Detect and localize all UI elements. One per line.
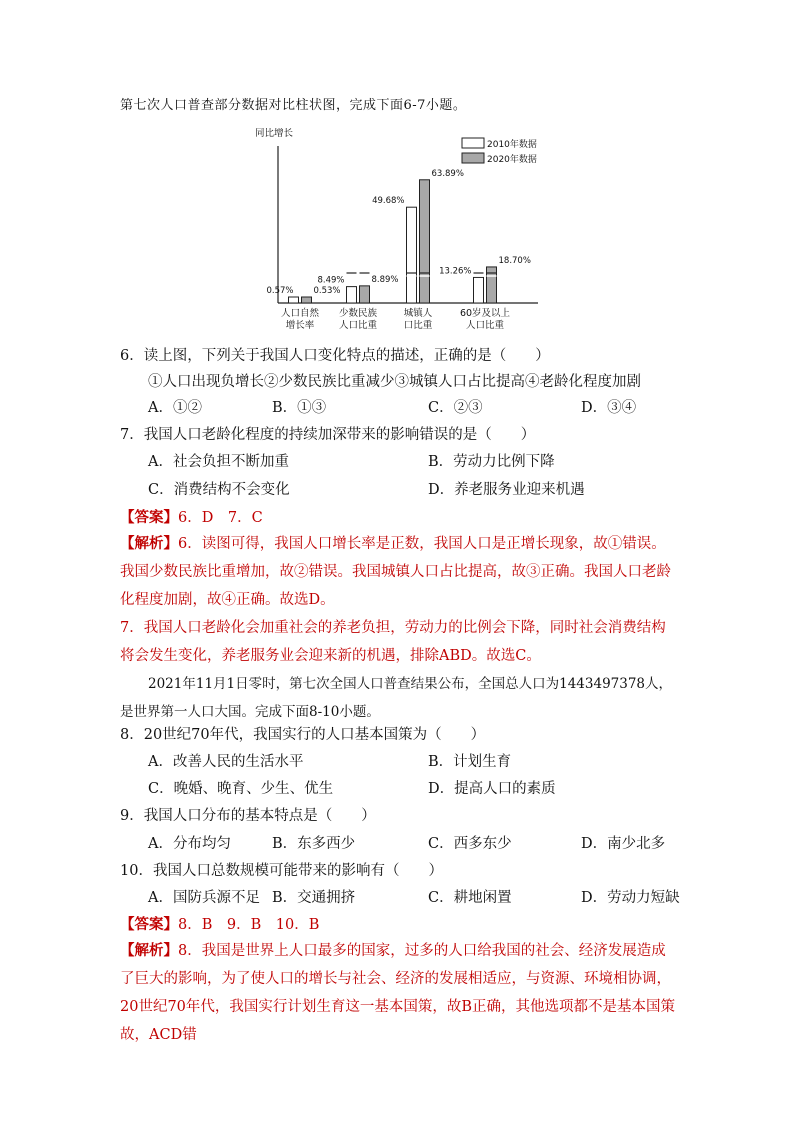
category-label-1-line-1: 人口自然 <box>280 308 320 319</box>
question-9-stem: 9．我国人口分布的基本特点是（ ） <box>120 808 376 824</box>
answer-tag: 【答案】 <box>120 509 178 526</box>
population-bar-chart <box>250 128 550 338</box>
explanation-8 <box>120 937 680 1049</box>
intro-text-8-10: 2021年11月1日零时，第七次全国人口普查结果公布，全国总人口为1443497378人，是世界第一人口大国。完成下面8-10小题。 <box>120 676 673 720</box>
bar-1-series-1 <box>289 297 299 303</box>
intro-text-6-7: 第七次人口普查部分数据对比柱状图，完成下面6-7小题。 <box>120 98 467 113</box>
data-label-1-series-1: 0.57% <box>266 286 294 296</box>
legend-label-1: 2010年数据 <box>487 140 537 150</box>
question-6-statements: ①人口出现负增长②少数民族比重减少③城镇人口占比提高④老龄化程度加剧 <box>148 374 641 390</box>
question-7-option-d: D．养老服务业迎来机遇 <box>428 482 585 498</box>
y-axis-label: 同比增长 <box>255 128 294 139</box>
question-8-stem: 8．20世纪70年代，我国实行的人口基本国策为（ ） <box>120 727 486 743</box>
data-label-3-series-1: 49.68% <box>372 196 405 207</box>
category-label-1-line-2: 增长率 <box>285 320 315 331</box>
legend-label-2: 2020年数据 <box>487 155 537 165</box>
data-label-1-series-2: 0.53% <box>313 286 341 296</box>
question-6-option-c: C．②③ <box>428 400 483 416</box>
question-10-stem: 10．我国人口总数规模可能带来的影响有（ ） <box>120 863 443 879</box>
explanation-7: 7．我国人口老龄化会加重社会的养老负担，劳动力的比例会下降，同时社会消费结构将会发生变化，养老服务业会迎来新的机遇，排除ABD。故选C。 <box>120 620 666 664</box>
answer-8-10 <box>120 915 319 935</box>
explanation-tag: 【解析】 <box>120 535 178 552</box>
category-label-4-line-2: 人口比重 <box>465 320 505 331</box>
explanation-6-text: 6．读图可得，我国人口增长率是正数，我国人口是正增长现象，故①错误。我国少数民族比重增加，故②错误。我国城镇人口占比提高，故③正确。我国人口老龄化程度加剧，故④正确。故选D。 <box>120 536 671 608</box>
category-label-2-line-2: 人口比重 <box>338 320 378 331</box>
data-label-2-series-2: 8.89% <box>371 274 399 285</box>
bar-3-series-2 <box>420 180 430 303</box>
bar-1-series-2 <box>302 297 312 303</box>
question-9-option-d: D．南少北多 <box>581 836 666 852</box>
question-6-option-b: B．①③ <box>272 400 327 416</box>
explanation-8-text: 8．我国是世界上人口最多的国家，过多的人口给我国的社会、经济发展造成了巨大的影响，为了使人口的增长与社会、经济的发展相适应，与资源、环境相协调，20世纪70年代，我国实行计划生育这一基本国策，故B正确，其他选项都不是基本国策故，ACD错 <box>120 943 676 1043</box>
category-label-2-line-1: 少数民族 <box>338 308 378 319</box>
question-7-option-b: B．劳动力比例下降 <box>428 454 555 470</box>
question-10-option-b: B．交通拥挤 <box>272 890 356 906</box>
question-8-option-a: A．改善人民的生活水平 <box>148 754 304 770</box>
explanation-tag: 【解析】 <box>120 942 178 959</box>
answer-6-7 <box>120 508 263 528</box>
question-9-option-c: C．西多东少 <box>428 836 512 852</box>
data-label-3-series-2: 63.89% <box>431 168 464 179</box>
bar-4-series-1 <box>474 277 484 303</box>
question-9-option-b: B．东多西少 <box>272 836 356 852</box>
category-label-3-line-2: 口比重 <box>403 320 433 331</box>
answer-text: 6．D 7．C <box>178 510 263 526</box>
explanation-6 <box>120 530 680 614</box>
question-7-option-a: A．社会负担不断加重 <box>148 454 289 470</box>
data-label-2-series-1: 8.49% <box>317 275 345 286</box>
question-6-stem: 6．读上图，下列关于我国人口变化特点的描述，正确的是（ ） <box>120 348 550 364</box>
category-label-3-line-1: 城镇人 <box>403 308 433 319</box>
bar-2-series-2 <box>360 286 370 303</box>
question-7-stem: 7．我国人口老龄化程度的持续加深带来的影响错误的是（ ） <box>120 427 536 443</box>
question-6-option-a: A．①② <box>148 400 202 416</box>
legend-swatch-1 <box>462 138 484 148</box>
answer-text: 8．B 9．B 10．B <box>178 917 320 933</box>
question-10-option-a: A．国防兵源不足 <box>148 890 260 906</box>
question-8-option-c: C．晚婚、晚育、少生、优生 <box>148 781 334 797</box>
question-8-option-d: D．提高人口的素质 <box>428 781 556 797</box>
question-7-option-c: C．消费结构不会变化 <box>148 482 290 498</box>
legend-swatch-2 <box>462 153 484 163</box>
question-6-option-d: D．③④ <box>581 400 637 416</box>
question-8-option-b: B．计划生育 <box>428 754 512 770</box>
category-label-4-line-1: 60岁及以上 <box>459 308 511 319</box>
question-9-option-a: A．分布均匀 <box>148 836 231 852</box>
bar-4-series-2 <box>487 267 497 303</box>
bar-3-series-1 <box>407 207 417 303</box>
bar-2-series-1 <box>347 287 357 303</box>
data-label-4-series-2: 18.70% <box>498 255 531 266</box>
question-10-option-c: C．耕地闲置 <box>428 890 512 906</box>
question-10-option-d: D．劳动力短缺 <box>581 890 680 906</box>
answer-tag: 【答案】 <box>120 916 178 933</box>
data-label-4-series-1: 13.26% <box>439 266 472 277</box>
